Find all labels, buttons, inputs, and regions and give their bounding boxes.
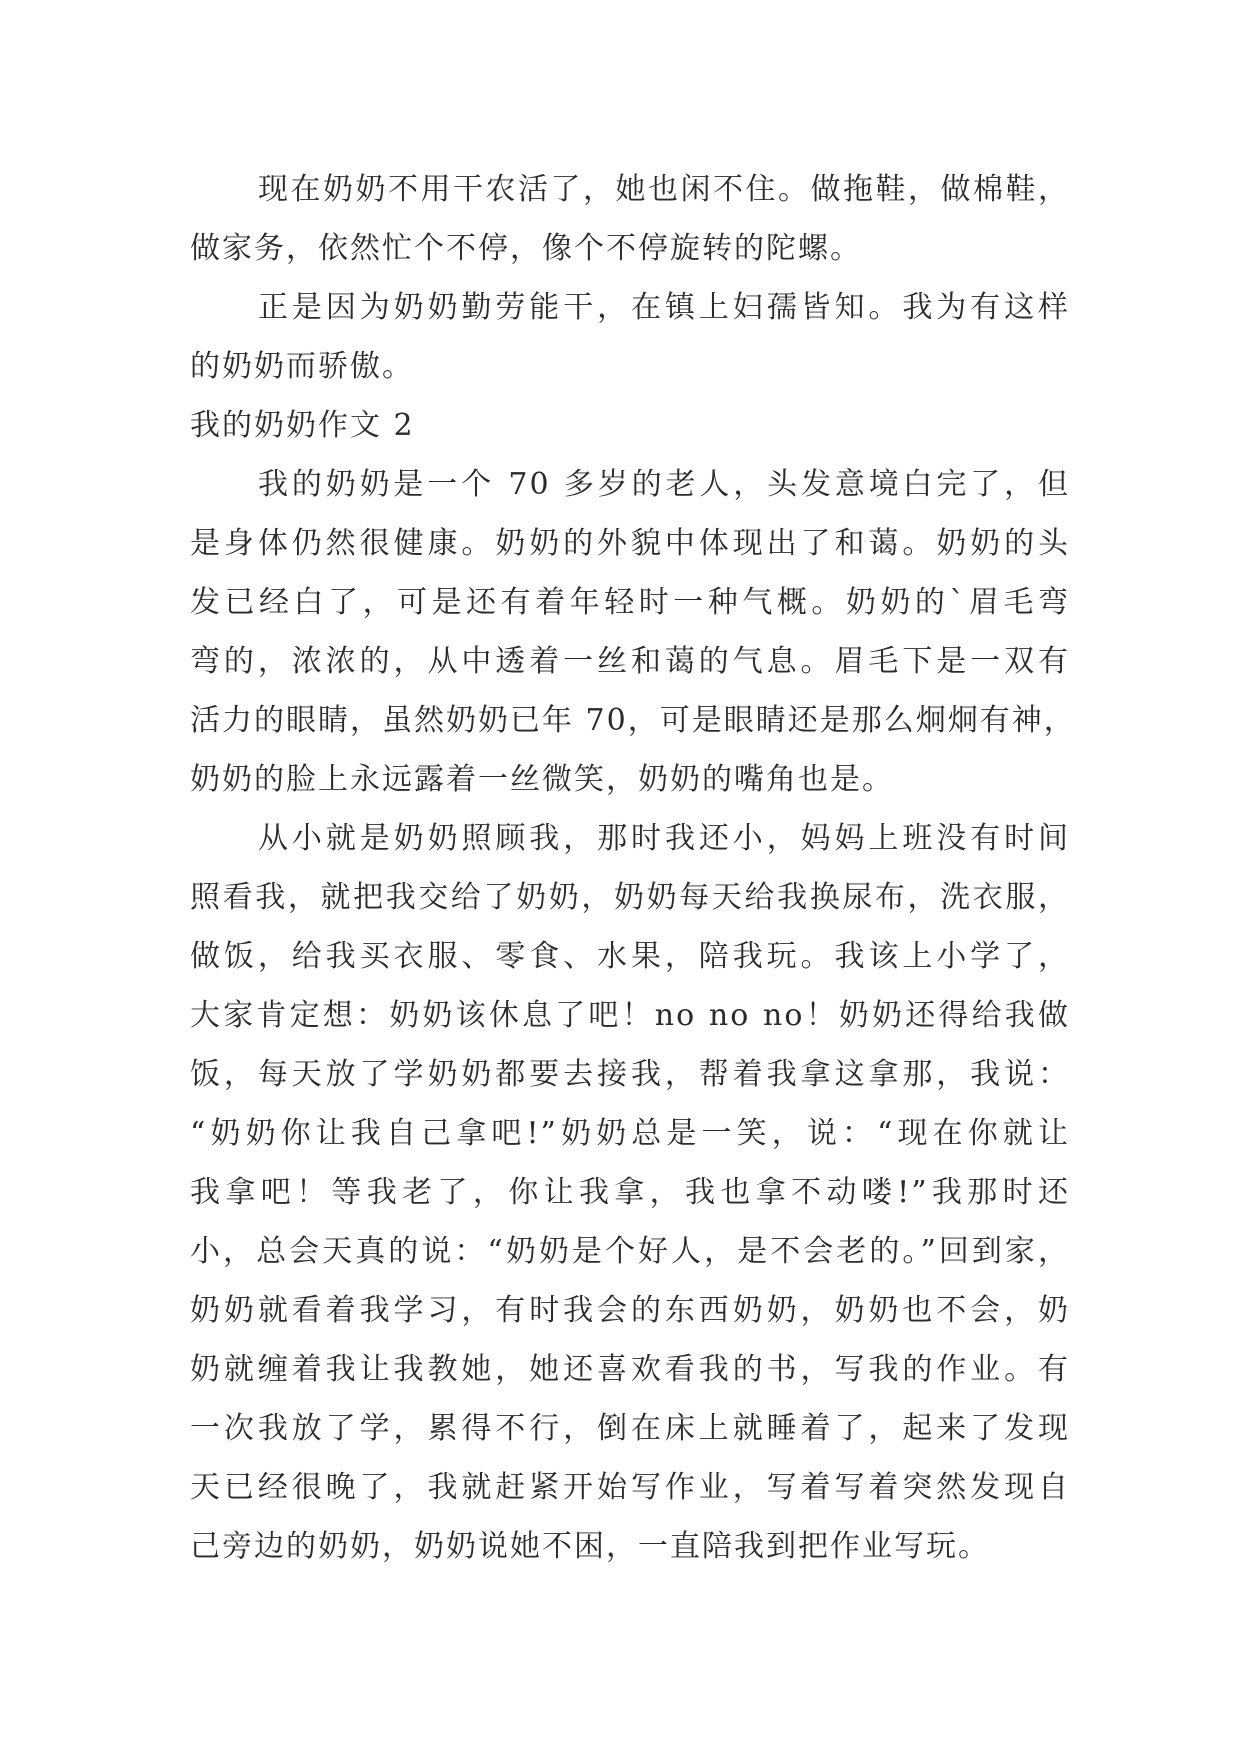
paragraph-line: 天已经很晚了，我就赶紧开始写作业，写着写着突然发现自 (190, 1470, 1070, 1505)
paragraph-line: 我的奶奶是一个 70 多岁的老人，头发意境白完了，但 (258, 467, 1070, 502)
paragraph-line: 正是因为奶奶勤劳能干，在镇上妇孺皆知。我为有这样 (258, 290, 1070, 325)
paragraph-line: 小，总会天真的说：“奶奶是个好人，是不会老的。”回到家， (190, 1234, 1070, 1269)
paragraph-line: 己旁边的奶奶，奶奶说她不困，一直陪我到把作业写玩。 (190, 1529, 990, 1564)
paragraph-line: 现在奶奶不用干农活了，她也闲不住。做拖鞋，做棉鞋， (258, 172, 1070, 207)
paragraph-line: 大家肯定想：奶奶该休息了吧！no no no！奶奶还得给我做 (190, 998, 1070, 1033)
paragraph-line: 一次我放了学，累得不行，倒在床上就睡着了，起来了发现 (190, 1411, 1070, 1446)
paragraph-line: 发已经白了，可是还有着年轻时一种气概。奶奶的`眉毛弯 (190, 585, 1070, 620)
essay-body (190, 160, 1076, 1576)
paragraph-2 (190, 278, 1070, 396)
paragraph-line: 做家务，依然忙个不停，像个不停旋转的陀螺。 (190, 231, 862, 266)
paragraph-line: 从小就是奶奶照顾我，那时我还小，妈妈上班没有时间 (258, 821, 1070, 856)
paragraph-line: 奶奶就看着我学习，有时我会的东西奶奶，奶奶也不会，奶 (190, 1293, 1070, 1328)
paragraph-1 (190, 160, 1070, 278)
paragraph-line: 奶奶的脸上永远露着一丝微笑，奶奶的嘴角也是。 (190, 762, 894, 797)
paragraph-line: 弯的，浓浓的，从中透着一丝和蔼的气息。眉毛下是一双有 (190, 644, 1070, 679)
paragraph-line: 奶就缠着我让我教她，她还喜欢看我的书，写我的作业。有 (190, 1352, 1070, 1387)
paragraph-3 (190, 455, 1076, 809)
paragraph-line: 饭，每天放了学奶奶都要去接我，帮着我拿这拿那，我说： (190, 1057, 1070, 1092)
section-title: 我的奶奶作文 2 (190, 408, 415, 443)
paragraph-line: 照看我，就把我交给了奶奶，奶奶每天给我换尿布，洗衣服， (190, 880, 1070, 915)
paragraph-line: 是身体仍然很健康。奶奶的外貌中体现出了和蔼。奶奶的头 (190, 526, 1070, 561)
paragraph-4 (190, 809, 1070, 1576)
paragraph-line: 的奶奶而骄傲。 (190, 349, 414, 384)
paragraph-line: 做饭，给我买衣服、零食、水果，陪我玩。我该上小学了， (190, 939, 1070, 974)
paragraph-line: “奶奶你让我自己拿吧!”奶奶总是一笑，说：“现在你就让 (190, 1116, 1070, 1151)
paragraph-line: 活力的眼睛，虽然奶奶已年 70，可是眼睛还是那么炯炯有神， (190, 703, 1076, 738)
paragraph-line: 我拿吧！等我老了，你让我拿，我也拿不动喽!”我那时还 (190, 1175, 1070, 1210)
